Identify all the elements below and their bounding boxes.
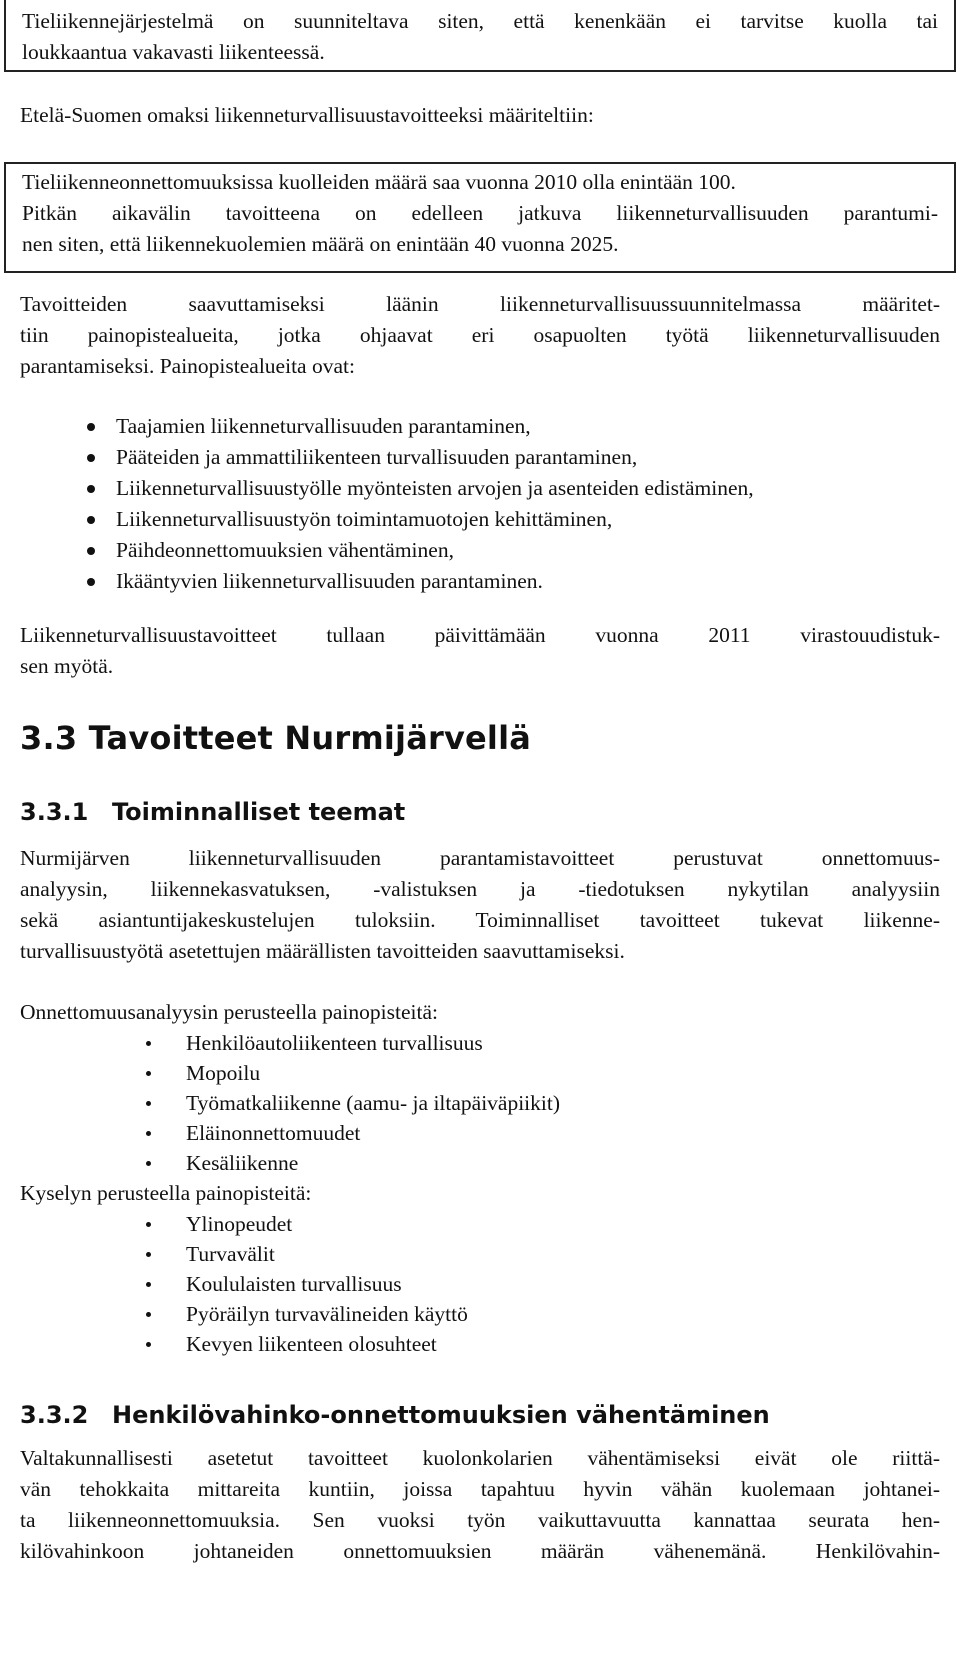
list-item [140,1269,468,1299]
list-item-label: Liikenneturvallisuustyön toimintamuotojen kehittäminen, [116,507,613,531]
target-box [4,162,956,273]
paragraph-line: ta liikenneonnettomuuksia. Sen vuoksi työn vaikuttavuutta kannattaa seurata hen- [20,1508,940,1532]
list-item [140,1118,560,1148]
accident-analysis-label: Onnettomuusanalyysin perusteella painopisteitä: [20,1000,438,1024]
paragraph-line: Tavoitteiden saavuttamiseksi läänin liikenneturvallisuussuunnitelmassa määritet- [20,292,940,316]
paragraph-line: Nurmijärven liikenneturvallisuuden parantamistavoitteet perustuvat onnettomuus- [20,846,940,870]
heading-number: 3.3.2 [20,1401,89,1429]
paragraph-line: vän tehokkaita mittareita kuntiin, joissa tapahtuu hyvin vähän kuolemaan johtanei- [20,1477,940,1501]
section-heading-3-3-1 [20,796,405,828]
bullet-icon [146,1312,151,1317]
heading-title: Toiminnalliset teemat [112,798,406,826]
list-item-label: Mopoilu [186,1061,261,1085]
heading-number: 3.3.1 [20,798,89,826]
bullet-icon [146,1161,151,1166]
update-paragraph [20,620,940,682]
list-item-label: Kevyen liikenteen olosuhteet [186,1332,437,1356]
bullet-icon [146,1282,151,1287]
bullet-icon [146,1101,151,1106]
list-item-label: Eläinonnettomuudet [186,1121,361,1145]
target-line-3: nen siten, että liikennekuolemien määrä on enintään 40 vuonna 2025. [22,232,619,256]
list-item [82,566,754,597]
vision-line-1: Tieliikennejärjestelmä on suunniteltava siten, että kenenkään ei tarvitse kuolla tai [22,9,938,33]
list-item [140,1239,468,1269]
bullet-icon [87,454,95,462]
list-item-label: Pyöräilyn turvavälineiden käyttö [186,1302,468,1326]
paragraph-line: kilövahinkoon johtaneiden onnettomuuksien määrän vähenemänä. Henkilövahin- [20,1539,940,1563]
bullet-icon [146,1222,151,1227]
paragraph-line: tiin painopistealueita, jotka ohjaavat eri osapuolten työtä liikenneturvallisuuden [20,323,940,347]
list-item [140,1058,560,1088]
list-item [82,411,754,442]
list-item [82,535,754,566]
list-item-label: Kesäliikenne [186,1151,299,1175]
list-item-label: Liikenneturvallisuustyölle myönteisten arvojen ja asenteiden edistäminen, [116,476,754,500]
list-item [82,504,754,535]
themes-paragraph [20,843,940,967]
list-item-label: Koululaisten turvallisuus [186,1272,402,1296]
list-item-label: Henkilöautoliikenteen turvallisuus [186,1031,483,1055]
focus-intro-paragraph [20,289,940,382]
list-item [82,442,754,473]
paragraph-line: Liikenneturvallisuustavoitteet tullaan päivittämään vuonna 2011 virastouudistuk- [20,623,940,647]
accident-priorities-list [140,1028,560,1178]
vision-line-2: loukkaantua vakavasti liikenteessä. [22,40,325,64]
paragraph-line: sen myötä. [20,654,114,678]
bullet-icon [87,423,95,431]
paragraph-line: parantamiseksi. Painopistealueita ovat: [20,354,355,378]
paragraph-line: analyysin, liikennekasvatuksen, -valistuksen ja -tiedotuksen nykytilan analyysiin [20,877,940,901]
bullet-icon [146,1252,151,1257]
survey-priorities-list [140,1209,468,1359]
list-item-label: Ylinopeudet [186,1212,293,1236]
list-item [140,1148,560,1178]
focus-areas-list [82,411,754,597]
list-item [140,1028,560,1058]
list-item-label: Päihdeonnettomuuksien vähentäminen, [116,538,454,562]
heading-title: Henkilövahinko-onnettomuuksien vähentäminen [112,1401,770,1429]
list-item-label: Turvavälit [186,1242,275,1266]
bullet-icon [87,485,95,493]
target-line-1: Tieliikenneonnettomuuksissa kuolleiden määrä saa vuonna 2010 olla enintään 100. [22,170,736,194]
list-item [140,1299,468,1329]
paragraph-line: Valtakunnallisesti asetetut tavoitteet kuolonkolarien vähentämiseksi eivät ole riittä- [20,1446,940,1470]
list-item-label: Työmatkaliikenne (aamu- ja iltapäiväpiikit) [186,1091,561,1115]
section-heading-3-3-2 [20,1399,770,1431]
survey-label: Kyselyn perusteella painopisteitä: [20,1181,312,1205]
list-item [140,1209,468,1239]
list-item [82,473,754,504]
vision-box [4,0,956,72]
list-item-label: Pääteiden ja ammattiliikenteen turvallisuuden parantaminen, [116,445,638,469]
bullet-icon [146,1131,151,1136]
bullet-icon [146,1342,151,1347]
paragraph-line: sekä asiantuntijakeskustelujen tuloksiin. Toiminnalliset tavoitteet tukevat liikenne- [20,908,940,932]
injury-reduction-paragraph [20,1443,940,1567]
section-heading-3-3: 3.3 Tavoitteet Nurmijärvellä [20,719,532,757]
list-item [140,1329,468,1359]
bullet-icon [146,1041,151,1046]
bullet-icon [87,516,95,524]
list-item-label: Taajamien liikenneturvallisuuden parantaminen, [116,414,531,438]
list-item-label: Ikääntyvien liikenneturvallisuuden parantaminen. [116,569,543,593]
list-item [140,1088,560,1118]
intro-paragraph: Etelä-Suomen omaksi liikenneturvallisuustavoitteeksi määriteltiin: [20,103,594,127]
paragraph-line: turvallisuustyötä asetettujen määrällisten tavoitteiden saavuttamiseksi. [20,939,625,963]
bullet-icon [87,578,95,586]
bullet-icon [87,547,95,555]
bullet-icon [146,1071,151,1076]
target-line-2: Pitkän aikavälin tavoitteena on edelleen jatkuva liikenneturvallisuuden parantumi- [22,201,938,225]
